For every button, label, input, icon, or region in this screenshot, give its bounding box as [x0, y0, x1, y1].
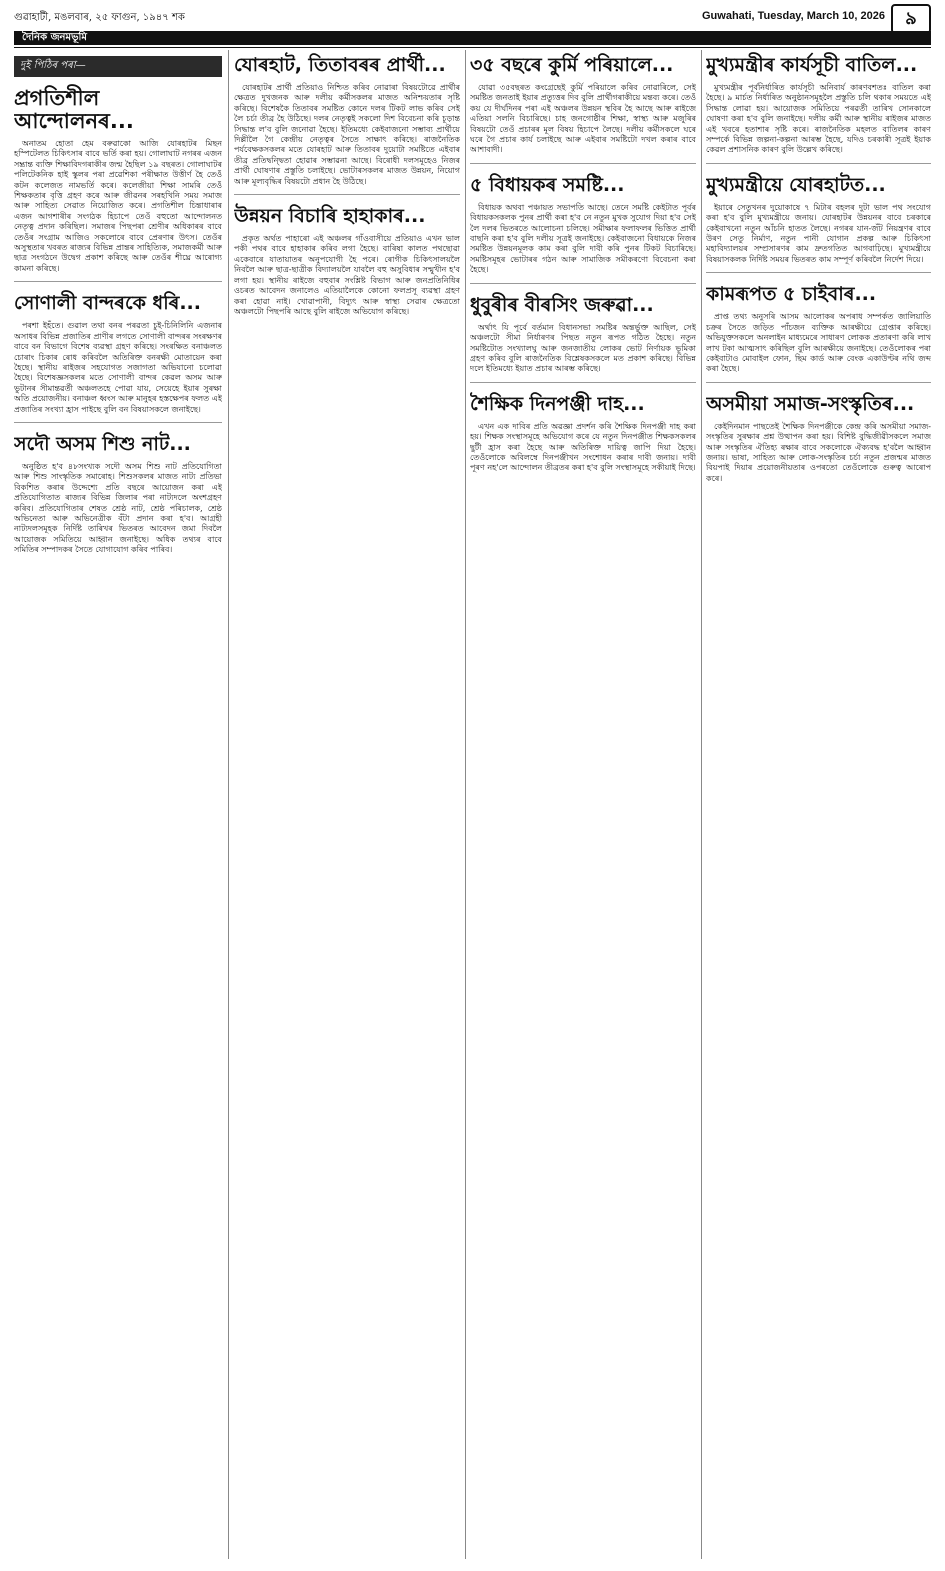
article-headline: উন্নয়ন বিচাৰি হাহাকাৰ...: [234, 205, 426, 228]
column-2: [234, 50, 460, 1559]
article-paragraph: অনুষ্ঠিত হ'ব ৪৮সংখ্যক সদৌ অসম শিশু নাট প্ৰতিযোগিতা আৰু শিশু সাংস্কৃতিক সমাৰোহ। শিশুসকলৰ মাজত নাট্য প্ৰতিভা বিকশিত কৰাৰ উদ্দেশ্যে প্ৰতি বছৰে আয়োজন কৰা এই প্ৰতিযোগিতাত ৰাজ্যৰ বিভিন্ন জিলাৰ পৰা নাট্যদলে অংশগ্ৰহণ কৰিব। প্ৰতিযোগিতাৰ শেষত শ্ৰেষ্ঠ নাট, শ্ৰেষ্ঠ পৰিচালক, শ্ৰেষ্ঠ অভিনেতা আৰু অভিনেত্ৰীক বঁটা প্ৰদান কৰা হ'ব। আগ্ৰহী নাট্যদলসমূহক নিৰ্দিষ্ট তাৰিখৰ ভিতৰত আবেদন জমা দিবলৈ আয়োজক সমিতিয়ে আহ্বান জনাইছে। অধিক তথ্যৰ বাবে সমিতিৰ সম্পাদকৰ সৈতে যোগাযোগ কৰিব পাৰিব।: [14, 461, 222, 555]
article-paragraph: প্ৰকৃত অৰ্থত পাহাৰো এই অঞ্চলৰ গাঁওবাসীয়ে প্ৰতিয়াও এখন ভাল পকী পথৰ বাবে হাহাকাৰ কৰিব লগা হৈছে। বাৰিষা কালত পথছোৱা একেবাৰে যাতায়াতৰ অনুপযোগী হৈ পৰে। ৰোগীক চিকিৎসালয়লৈ নিবলৈ আৰু ছাত্ৰ-ছাত্ৰীক বিদ্যালয়লৈ যাবলৈ বহু অসুবিধাৰ সন্মুখীন হ'ব লগা হয়। স্থানীয় ৰাইজে বহুবাৰ সংশ্লিষ্ট বিভাগ আৰু জনপ্ৰতিনিধিৰ ওচৰত আবেদন জনালেও এতিয়ালৈকে কোনো ফলপ্ৰসূ ব্যৱস্থা গ্ৰহণ কৰা হোৱা নাই। খোৱাপানী, বিদ্যুৎ আৰু স্বাস্থ্য সেৱাৰ ক্ষেত্ৰতো অঞ্চলটো পিছপৰি আছে বুলি ৰাইজে অভিযোগ কৰিছে।: [234, 234, 460, 316]
article: [14, 83, 222, 282]
article: [470, 170, 696, 284]
article-paragraph: পৰশা ইহঁতে। গুৱাল তথা বনৰ পৰৱতা চুই-চিনিলিনি এজনাৰ অসাধৰ বিভিন্ন প্ৰজাতিৰ প্ৰাণীৰ লগতে সোণালী বান্দৰৰ সংৰক্ষণৰ বাবে বন বিভাগে বিশেষ ব্যৱস্থা গ্ৰহণ কৰিছে। সংৰক্ষিত বনাঞ্চলত চোৰাং চিকাৰ ৰোধ কৰিবলৈ অতিৰিক্ত বনৰক্ষী মোতায়েন কৰা হৈছে। স্থানীয় ৰাইজৰ সহযোগত সজাগতা অভিযানো চলোৱা হৈছে। বিশেষজ্ঞসকলৰ মতে সোণালী বান্দৰ কেৱল অসম আৰু ভুটানৰ সীমান্তৱৰ্তী অঞ্চলতহে পোৱা যায়, সেয়েহে ইয়াৰ সুৰক্ষা অতি প্ৰয়োজনীয়। বনাঞ্চল ধ্বংস আৰু মানুহৰ হস্তক্ষেপৰ ফলত এই প্ৰজাতিৰ সংখ্যা হ্ৰাস পাইছে বুলি বন বিষয়াসকলে জনাইছে।: [14, 321, 222, 414]
article-paragraph: যোৰহাটৰ প্ৰাৰ্থী প্ৰতিয়াও নিশ্চিত কৰিব নোৱাৰা বিষয়টোৱে প্ৰাৰ্থীৰ ক্ষেত্ৰত দুখজনক আৰু দলীয় কৰ্মীসকলৰ মাজত অনিশ্চয়তাৰ সৃষ্টি কৰিছে। বিশেষকৈ তিতাবৰ সমষ্টিত কোনে দলৰ টিকট লাভ কৰিব সেই লৈ চৰ্চা তীব্ৰ হৈ উঠিছে। দলৰ নেতৃত্বই সকলো দিশ বিবেচনা কৰি চূড়ান্ত সিদ্ধান্ত ল'ব বুলি জনোৱা হৈছে। ইতিমধ্যে কেইবাজনো সম্ভাব্য প্ৰাৰ্থীয়ে দিল্লীলৈ গৈ কেন্দ্ৰীয় নেতৃত্বৰ সৈতে সাক্ষাৎ কৰিছে। ৰাজনৈতিক পৰ্যবেক্ষকসকলৰ মতে যোৰহাট আৰু তিতাবৰ দুয়োটা সমষ্টিতে এইবাৰ তীব্ৰ প্ৰতিদ্বন্দ্বিতা হোৱাৰ সম্ভাৱনা আছে। বিৰোধী দলসমূহেও নিজৰ প্ৰাৰ্থী ঘোষণাৰ প্ৰস্তুতি চলাইছে। ভোটাৰসকলৰ মাজত উন্নয়ন, নিয়োগ আৰু মূল্যবৃদ্ধিৰ বিষয়টো প্ৰধান হৈ উঠিছে।: [234, 83, 460, 186]
article: [234, 201, 460, 324]
article-body: [234, 83, 460, 187]
article: [470, 389, 696, 481]
article-headline: মুখ্যমন্ত্ৰীয়ে যোৰহাটত...: [706, 173, 886, 196]
article: [470, 50, 696, 164]
dateline-assamese: গুৱাহাটী, মঙলবাৰ, ২৫ ফাগুন, ১৯৪৭ শক: [14, 12, 185, 23]
article: [706, 389, 931, 491]
article-headline: শৈক্ষিক দিনপঞ্জী দাহ...: [470, 392, 645, 415]
article: [706, 170, 931, 273]
dateline-english: Guwahati, Tuesday, March 10, 2026: [702, 10, 885, 22]
article-body: [14, 462, 222, 556]
article: [14, 288, 222, 423]
column-1: [14, 50, 222, 1559]
article-paragraph: অনাতম হোতা হেম বৰুৱাকো আজি যোৰহাটৰ মিছন হস্পিটেলত চিকিৎসাৰ বাবে ভৰ্তি কৰা হয়। গোলাঘাট নগৰৰ এজন সম্ভ্ৰান্ত ব্যক্তি শিক্ষাবিদগৰাকীৰ জন্ম হৈছিল ১৯ বছৰত। গোলাঘাটৰ পলিটেকনিক হাই স্কুলৰ পৰা প্ৰৱেশিকা পৰীক্ষাত উত্তীৰ্ণ হৈ তেওঁ কটন কলেজত নামভৰ্তি কৰে। কলেজীয়া শিক্ষা সামৰি তেওঁ শিক্ষকতাৰ বৃত্তি গ্ৰহণ কৰে আৰু জীৱনৰ সৰহখিনি সময় সমাজ আৰু সাহিত্য সেৱাত নিয়োজিত কৰে। প্ৰগতিশীল চিন্তাধাৰাৰ এজন আগশাৰীৰ সংগঠক হিচাপে তেওঁ বহুতো আন্দোলনত নেতৃত্ব প্ৰদান কৰিছিল। সমাজৰ পিছপৰা শ্ৰেণীৰ অধিকাৰৰ বাবে তেওঁৰ সংগ্ৰাম আজিও সকলোৰে বাবে প্ৰেৰণাৰ উৎস। তেওঁৰ অসুস্থতাৰ খবৰত ৰাজ্যৰ বিভিন্ন প্ৰান্তৰ সাহিত্যিক, সমাজকৰ্মী আৰু ছাত্ৰ সংগঠনে উদ্বেগ প্ৰকাশ কৰিছে আৰু তেওঁৰ শীঘ্ৰে আৰোগ্য কামনা কৰিছে।: [14, 139, 222, 273]
article-headline: মুখ্যমন্ত্ৰীৰ কাৰ্যসূচী বাতিল...: [706, 54, 918, 76]
article-paragraph: কেইদিনমান পাছতেই শৈক্ষিক দিনপঞ্জীকে কেন্দ্ৰ কৰি অসমীয়া সমাজ-সংস্কৃতিৰ সুৰক্ষাৰ প্ৰশ্ন উত্থাপন কৰা হয়। বিশিষ্ট বুদ্ধিজীৱীসকলে সমাজ আৰু সংস্কৃতিৰ ঐতিহ্য ৰক্ষাৰ বাবে সকলোকে ঐক্যবদ্ধ হ'বলৈ আহ্বান জনায়। ভাষা, সাহিত্য আৰু লোক-সংস্কৃতিৰ চৰ্চা নতুন প্ৰজন্মৰ মাজত বিয়পাই দিয়াৰ প্ৰয়োজনীয়তাৰ ওপৰতো তেওঁলোকে গুৰুত্ব আৰোপ কৰে।: [706, 421, 931, 483]
article-headline: ধুবুৰীৰ বীৰসিং জৰুৱা...: [470, 293, 654, 316]
article: [470, 290, 696, 383]
article-headline: অসমীয়া সমাজ-সংস্কৃতিৰ...: [706, 392, 915, 415]
article-body: [706, 203, 931, 265]
article-paragraph: যোৱা ৩৫বছৰত কংগ্ৰেছেই কুৰ্মি পৰিয়ালে কৰিব নোৱাৰিলে, সেই সমষ্টিত জনতাই ইয়াৰ প্ৰত্যুত্তৰ দিব বুলি প্ৰাৰ্থীগৰাকীয়ে মন্তব্য কৰে। তেওঁ কয় যে দীৰ্ঘদিনৰ পৰা এই অঞ্চলৰ উন্নয়ন স্থবিৰ হৈ আছে আৰু ৰাইজে এতিয়া সলনি বিচাৰিছে। চাহ জনগোষ্ঠীৰ শিক্ষা, স্বাস্থ্য আৰু মজুৰিৰ বিষয়টো তেওঁ প্ৰচাৰৰ মূল বিষয় হিচাপে লৈছে। দলীয় কৰ্মীসকলে ঘৰে ঘৰে গৈ প্ৰচাৰ কাৰ্য চলাইছে আৰু এইবাৰ সমষ্টিটো দখল কৰাৰ বাবে আশাবাদী।: [470, 83, 696, 155]
section-tag: দুই পিঠিৰ পৰা—: [14, 56, 222, 77]
column-divider: [228, 50, 229, 1559]
article-body: [706, 83, 931, 156]
article-body: [14, 139, 222, 274]
article-paragraph: প্ৰাপ্ত তথ্য অনুসৰি আসম আলোকৰ অপৰাধ সম্পৰ্কত জালিয়াতি চক্ৰৰ সৈতে জড়িত পাঁচজন ব্যক্তিক আৰক্ষীয়ে গ্ৰেপ্তাৰ কৰিছে। অভিযুক্তসকলে অনলাইন মাধ্যমেৰে সাধাৰণ লোকক প্ৰতাৰণা কৰি লাখ লাখ টকা আত্মসাৎ কৰিছিল বুলি আৰক্ষীয়ে জনাইছে। তেওঁলোকৰ পৰা কেইবাটাও মোবাইল ফোন, ছিম কাৰ্ড আৰু বেংক একাউণ্টৰ নথি জব্দ কৰা হৈছে।: [706, 312, 931, 374]
header-rule: [14, 47, 931, 48]
article-body: [470, 323, 696, 375]
article-body: [14, 321, 222, 415]
article-headline: প্ৰগতিশীল আন্দোলনৰ...: [14, 86, 134, 133]
newspaper-banner: দৈনিক জনমভূমি: [14, 31, 931, 45]
article: [706, 279, 931, 382]
article: [706, 50, 931, 164]
article-body: [706, 422, 931, 484]
article-headline: যোৰহাট, তিতাবৰৰ প্ৰাৰ্থী...: [234, 54, 446, 76]
article-headline: সদৌ অসম শিশু নাট...: [14, 432, 191, 455]
article-headline: কামৰূপত ৫ চাইবাৰ...: [706, 283, 877, 306]
page-number: ৯: [891, 4, 931, 34]
article-paragraph: মুখ্যমন্ত্ৰীৰ পূৰ্বনিৰ্ধাৰিত কাৰ্যসূচী অনিবাৰ্য কাৰণবশতঃ বাতিল কৰা হৈছে। ৯ মাৰ্চত নিৰ্ধাৰিত অনুষ্ঠানসমূহলৈ প্ৰস্তুতি চলি থকাৰ সময়তে এই সিদ্ধান্ত লোৱা হয়। আয়োজক সমিতিয়ে পৰৱৰ্তী তাৰিখ সোনকালে ঘোষণা কৰা হ'ব বুলি জনাইছে। দলীয় কৰ্মী আৰু স্থানীয় ৰাইজৰ মাজত এই খবৰে হতাশাৰ সৃষ্টি কৰে। ৰাজনৈতিক মহলত বাতিলৰ কাৰণ সম্পৰ্কে বিভিন্ন জল্পনা-কল্পনা আৰম্ভ হৈছে, যদিও চৰকাৰী সূত্ৰই ইয়াক কেৱল প্ৰশাসনিক কাৰণ বুলি উল্লেখ কৰিছে।: [706, 83, 931, 155]
article-headline: ৫ বিধায়কৰ সমষ্টি...: [470, 173, 625, 196]
column-4: [706, 50, 931, 1559]
article: [234, 50, 460, 195]
article-headline: সোণালী বান্দৰকে ধৰি...: [14, 292, 201, 315]
article-body: [470, 422, 696, 474]
column-3: [470, 50, 696, 1559]
article-body: [470, 83, 696, 156]
article-paragraph: অৰ্থাৎ যি পূৰ্বে বৰ্তমান বিধানসভা সমষ্টিৰ অন্তৰ্ভুক্ত আছিল, সেই অঞ্চলটো সীমা নিৰ্ধাৰণৰ পিছত নতুন ৰূপত গঠিত হৈছে। নতুন সমষ্টিটোত সংখ্যালঘু আৰু জনজাতীয় লোকৰ ভোট নিৰ্ণায়ক ভূমিকা গ্ৰহণ কৰিব বুলি ৰাজনৈতিক বিশ্লেষকসকলে মত প্ৰকাশ কৰিছে। বিভিন্ন দলে ইতিমধ্যে ইয়াত প্ৰচাৰ আৰম্ভ কৰিছে।: [470, 322, 696, 374]
column-divider: [465, 50, 466, 1559]
article-body: [706, 312, 931, 374]
article-paragraph: ইয়াৰে সেতুখনৰ দুয়োকাষে ৭ মিটাৰ বহলৰ দুটা ভাল পথ সংযোগ কৰা হ'ব বুলি মুখ্যমন্ত্ৰীয়ে জনায়। যোৰহাটৰ উন্নয়নৰ বাবে চৰকাৰে কেইবাখনো নতুন আঁচনি হাতত লৈছে। নগৰৰ যান-জঁট নিয়ন্ত্ৰণৰ বাবে উৰণ সেতু নিৰ্মাণ, নতুন পানী যোগান প্ৰকল্প আৰু চিকিৎসা মহাবিদ্যালয়ৰ সম্প্ৰসাৰণৰ কাম দ্ৰুতগতিত আগবাঢ়িছে। মুখ্যমন্ত্ৰীয়ে বিষয়াসকলক নিৰ্দিষ্ট সময়ৰ ভিতৰত কাম সম্পূৰ্ণ কৰিবলৈ নিৰ্দেশ দিয়ে।: [706, 202, 931, 264]
article-paragraph: বিধায়ক অথবা পঞ্চায়ত সভাপতি আছে। তেনে সমষ্টি কেইটাত পূৰ্বৰ বিধায়কসকলক পুনৰ প্ৰাৰ্থী কৰা হ'ব নে নতুন মুখক সুযোগ দিয়া হ'ব সেই লৈ দলৰ ভিতৰতে আলোচনা চলিছে। সমীক্ষাৰ ফলাফলৰ ভিত্তিত প্ৰাৰ্থী বাছনি কৰা হ'ব বুলি দলীয় সূত্ৰই জনাইছে। কেইবাজনো বিধায়কে নিজৰ সমষ্টিত উন্নয়নমূলক কাম কৰা বুলি দাবী কৰি পুনৰ টিকট বিচাৰিছে। সমষ্টিসমূহৰ ভোটাৰৰ গঠন আৰু সামাজিক সমীকৰণো বিবেচনা কৰা হৈছে।: [470, 202, 696, 275]
article: [14, 429, 222, 563]
article-paragraph: এখন এক দাবিৰ প্ৰতি অৱজ্ঞা প্ৰদৰ্শন কৰি শৈক্ষিক দিনপঞ্জী দাহ কৰা হয়। শিক্ষক সংস্থাসমূহে অভিযোগ কৰে যে নতুন দিনপঞ্জীত শিক্ষকসকলৰ ছুটী হ্ৰাস কৰা হৈছে আৰু অতিৰিক্ত দায়িত্ব জাপি দিয়া হৈছে। তেওঁলোকে অবিলম্বে দিনপঞ্জীখন সংশোধন কৰাৰ দাবী জনায়। দাবী পূৰণ নহ'লে আন্দোলন তীব্ৰতৰ কৰা হ'ব বুলি সংস্থাসমূহে সকীয়াই দিছে।: [470, 421, 696, 473]
article-body: [234, 234, 460, 317]
column-divider: [701, 50, 702, 1559]
article-body: [470, 203, 696, 276]
article-headline: ৩৫ বছৰে কুৰ্মি পৰিয়ালে...: [470, 54, 674, 76]
masthead-row: [14, 6, 931, 28]
